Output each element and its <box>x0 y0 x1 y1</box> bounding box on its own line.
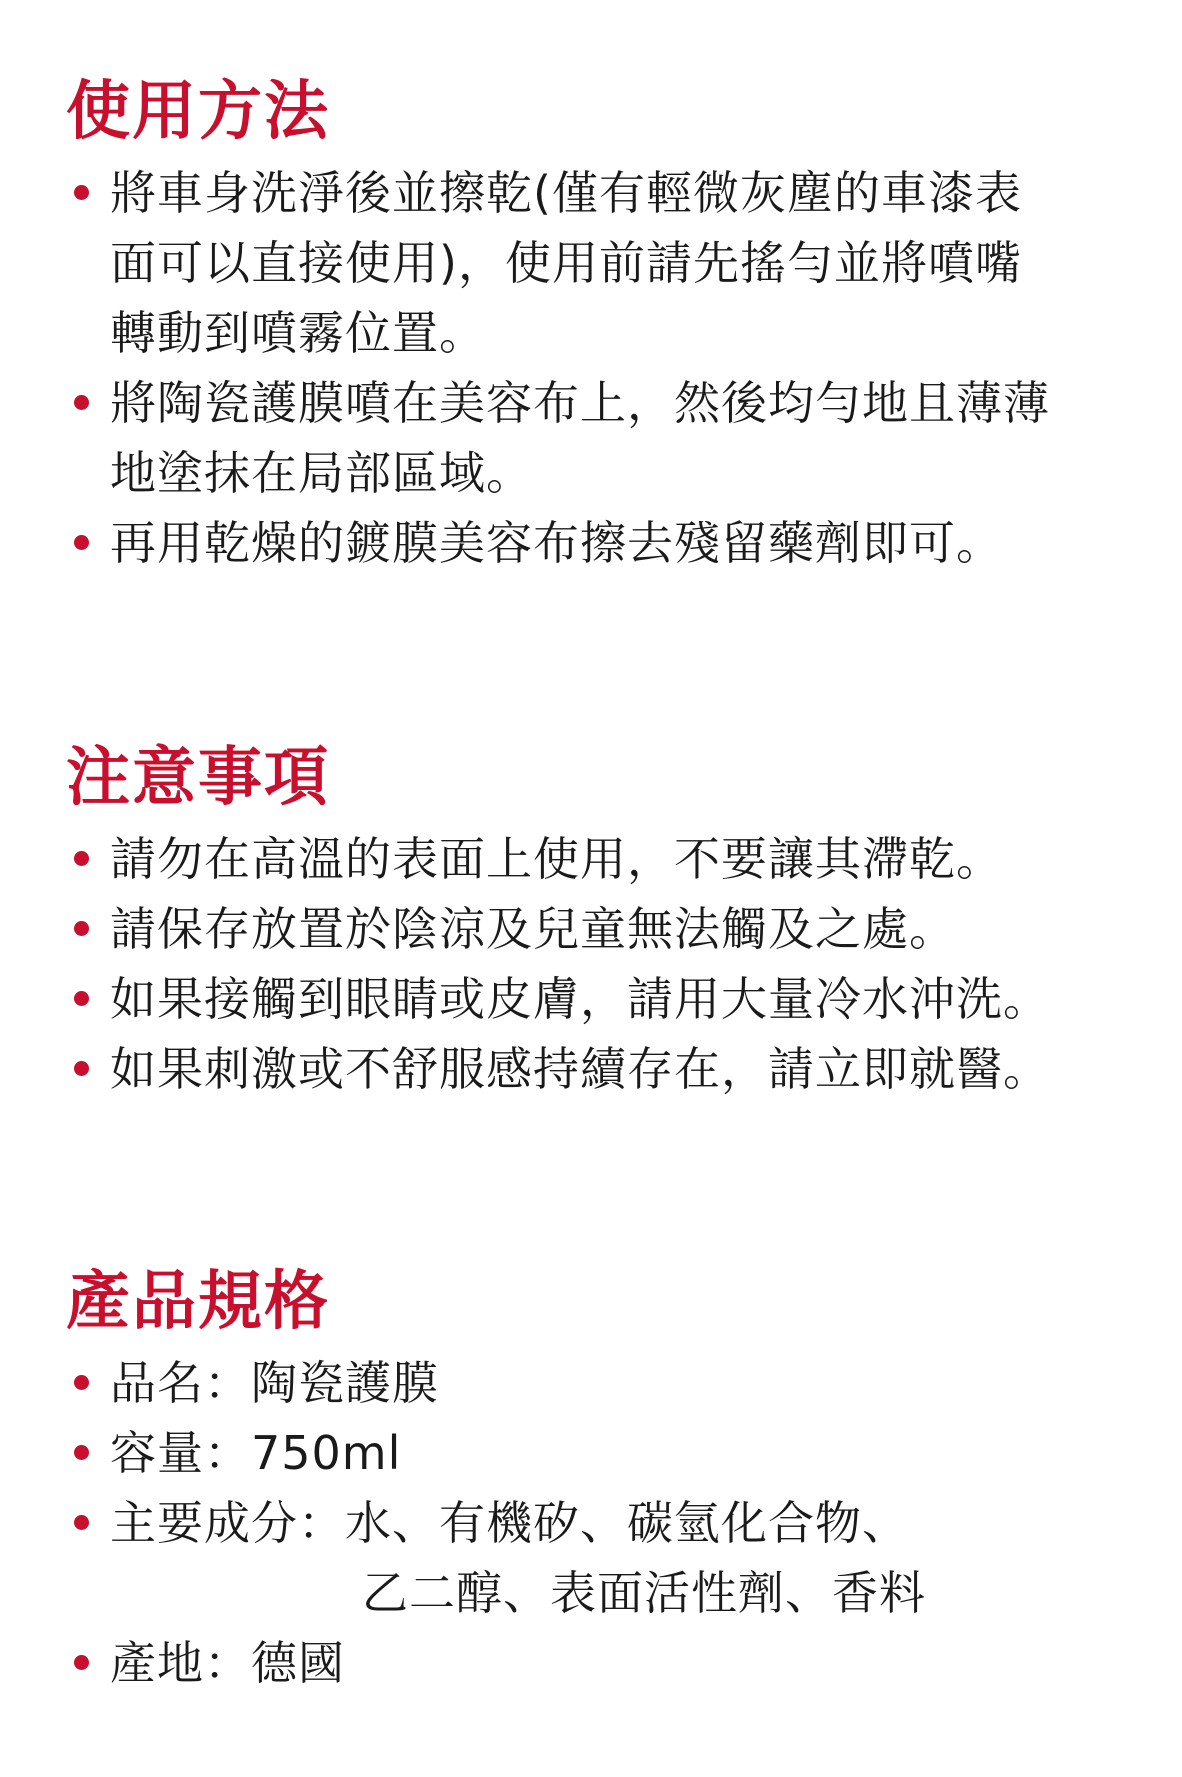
notes-item-3 <box>66 964 1126 1034</box>
bullet-icon <box>74 535 89 550</box>
usage-item-1-line-2: 面可以直接使用)，使用前請先搖勻並將噴嘴 <box>110 236 1022 290</box>
notes-item-3-text: 如果接觸到眼睛或皮膚，請用大量冷水沖洗。 <box>110 972 1050 1026</box>
notes-list <box>66 824 1126 1104</box>
usage-item-1-line-1: 將車身洗淨後並擦乾(僅有輕微灰塵的車漆表 <box>110 166 1022 220</box>
usage-item-2-line-2: 地塗抹在局部區域。 <box>110 446 533 500</box>
usage-item-3 <box>66 508 1126 578</box>
bullet-icon <box>74 1655 89 1670</box>
notes-item-1-text: 請勿在高溫的表面上使用，不要讓其滯乾。 <box>110 832 1003 886</box>
spec-name-text: 品名：陶瓷護膜 <box>110 1356 439 1410</box>
specs-list <box>66 1348 1126 1698</box>
spec-origin-text: 產地：德國 <box>110 1636 345 1690</box>
spec-name <box>66 1348 1126 1418</box>
bullet-icon <box>74 851 89 866</box>
notes-item-4-text: 如果刺激或不舒服感持續存在，請立即就醫。 <box>110 1042 1050 1096</box>
usage-item-3-line-1: 再用乾燥的鍍膜美容布擦去殘留藥劑即可。 <box>110 516 1003 570</box>
notes-section <box>66 738 1126 1104</box>
notes-item-2 <box>66 894 1126 964</box>
usage-item-2-line-1: 將陶瓷護膜噴在美容布上，然後均勻地且薄薄 <box>110 376 1050 430</box>
bullet-icon <box>74 1375 89 1390</box>
usage-title: 使用方法 <box>66 75 330 149</box>
specs-section <box>66 1262 1126 1698</box>
spec-ingredients <box>66 1488 1126 1628</box>
usage-item-1-line-3: 轉動到噴霧位置。 <box>110 306 486 360</box>
usage-item-2 <box>66 368 1126 508</box>
specs-title: 產品規格 <box>66 1265 330 1339</box>
usage-section <box>66 72 1126 578</box>
bullet-icon <box>74 1445 89 1460</box>
notes-item-2-text: 請保存放置於陰涼及兒童無法觸及之處。 <box>110 902 956 956</box>
bullet-icon <box>74 1515 89 1530</box>
notes-item-4 <box>66 1034 1126 1104</box>
spec-volume <box>66 1418 1126 1488</box>
bullet-icon <box>74 921 89 936</box>
notes-item-1 <box>66 824 1126 894</box>
spec-ingredients-line-2: 乙二醇、表面活性劑、香料 <box>362 1566 926 1620</box>
bullet-icon <box>74 395 89 410</box>
bullet-icon <box>74 185 89 200</box>
bullet-icon <box>74 1061 89 1076</box>
spec-volume-text: 容量：750ml <box>110 1426 402 1480</box>
spec-ingredients-line-1: 主要成分：水、有機矽、碳氫化合物、 <box>110 1496 909 1550</box>
notes-title: 注意事項 <box>66 741 330 815</box>
spec-origin <box>66 1628 1126 1698</box>
bullet-icon <box>74 991 89 1006</box>
usage-list <box>66 158 1126 578</box>
usage-item-1 <box>66 158 1126 368</box>
